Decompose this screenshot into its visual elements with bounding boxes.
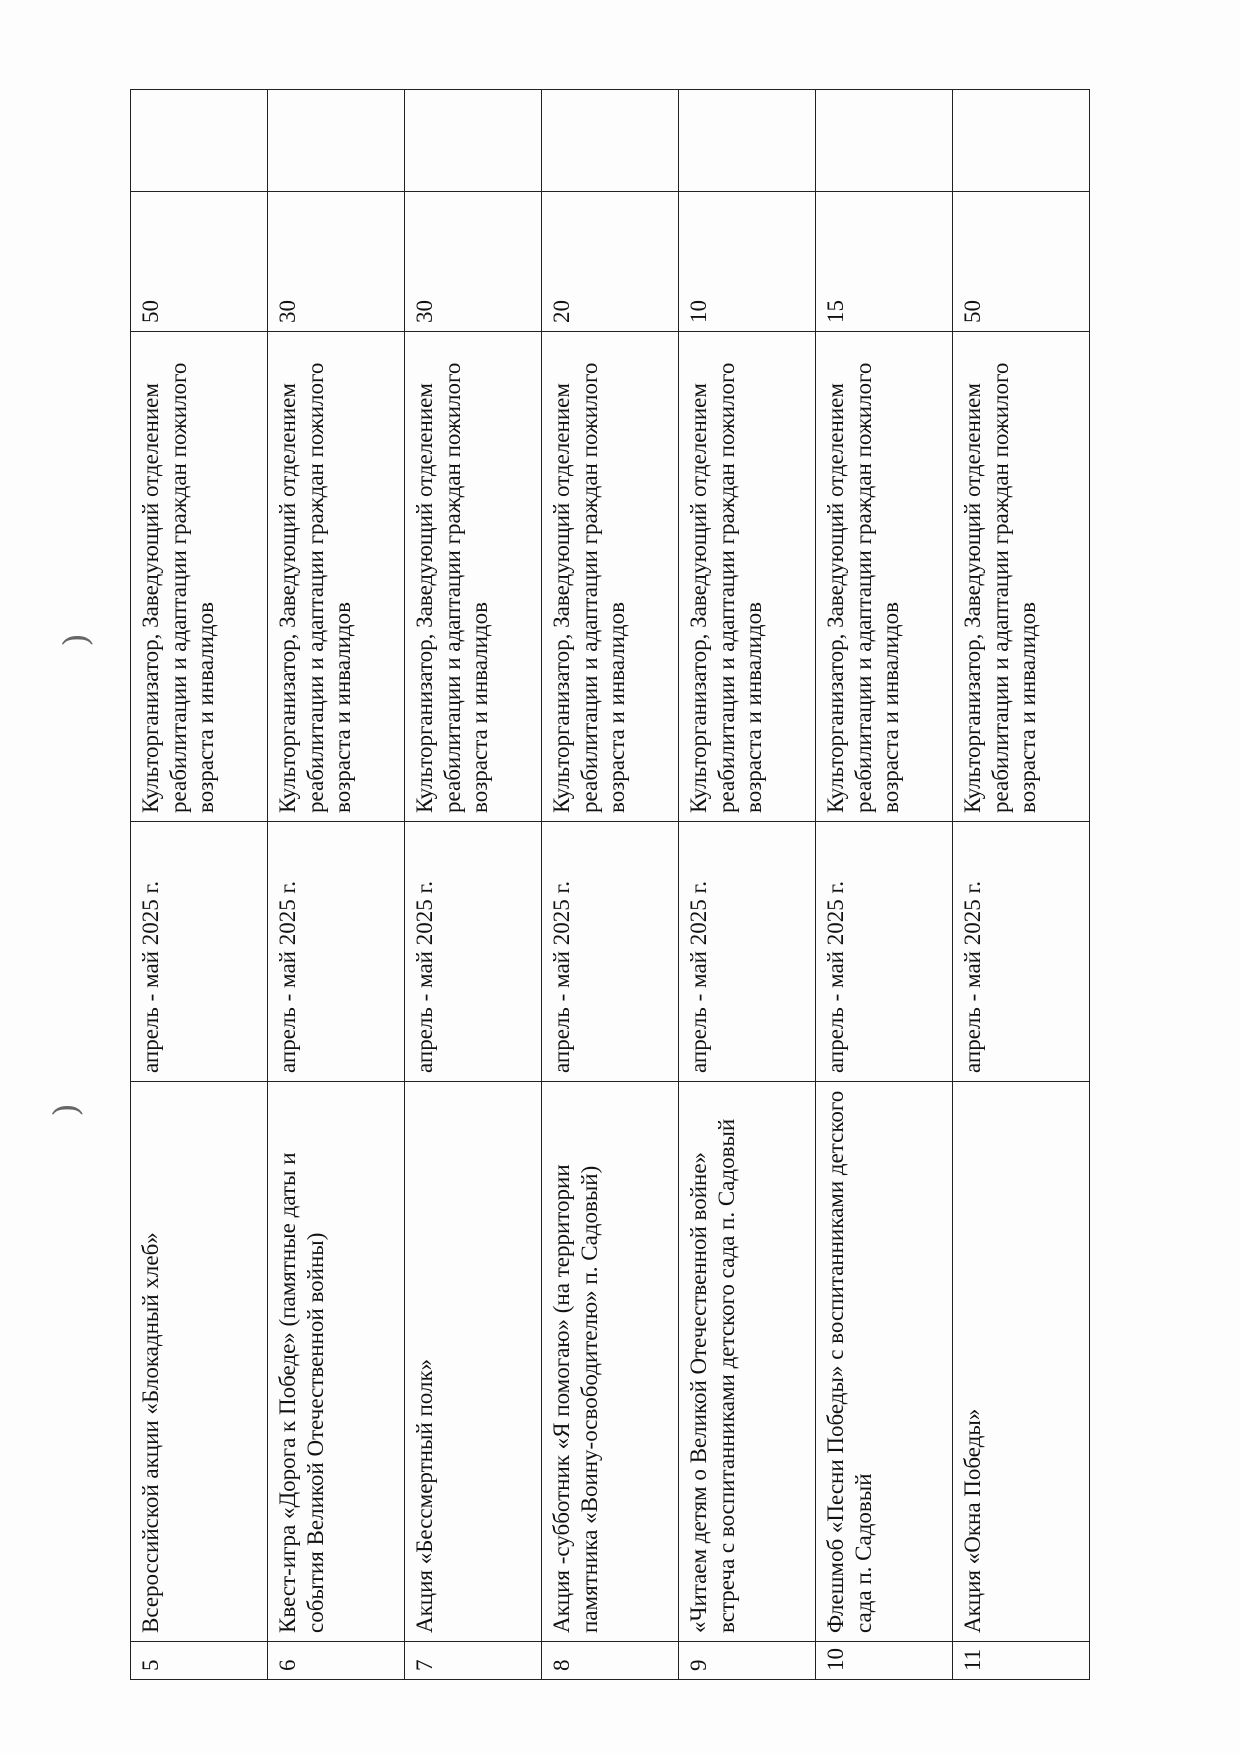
event-note [679, 90, 816, 192]
event-note [131, 90, 268, 192]
table-row [542, 90, 679, 1680]
events-plan-table [130, 89, 1090, 1680]
event-responsible: Культорганизатор, Заведующий отделением реабилитации и адаптации граждан пожилого возраста и инвалидов [268, 332, 405, 822]
event-date: апрель - май 2025 г. [131, 822, 268, 1082]
event-note [542, 90, 679, 192]
event-name: Флешмоб «Песни Победы» с воспитанниками детского сада п. Садовый [816, 1082, 953, 1642]
row-number: 5 [131, 1642, 268, 1680]
event-note [405, 90, 542, 192]
punch-hole-mark-top: ) [56, 633, 97, 647]
event-responsible: Культорганизатор, Заведующий отделением реабилитации и адаптации граждан пожилого возраста и инвалидов [816, 332, 953, 822]
event-responsible: Культорганизатор, Заведующий отделением реабилитации и адаптации граждан пожилого возраста и инвалидов [542, 332, 679, 822]
event-name: «Читаем детям о Великой Отечественной войне» встреча с воспитанниками детского сада п. Садовый [679, 1082, 816, 1642]
event-date: апрель - май 2025 г. [268, 822, 405, 1082]
event-name: Квест-игра «Дорога к Победе» (памятные даты и события Великой Отечественной войны) [268, 1082, 405, 1642]
row-number: 11 [953, 1642, 1090, 1680]
event-note [816, 90, 953, 192]
event-note [268, 90, 405, 192]
event-date: апрель - май 2025 г. [953, 822, 1090, 1082]
rotated-table-wrapper [130, 90, 1090, 1680]
event-responsible: Культорганизатор, Заведующий отделением реабилитации и адаптации граждан пожилого возраста и инвалидов [679, 332, 816, 822]
table-row [268, 90, 405, 1680]
event-name: Акция «Бессмертный полк» [405, 1082, 542, 1642]
event-participants: 15 [816, 192, 953, 332]
event-date: апрель - май 2025 г. [679, 822, 816, 1082]
event-name: Акция -субботник «Я помогаю» (на территории памятника «Воину-освободителю» п. Садовый) [542, 1082, 679, 1642]
event-participants: 10 [679, 192, 816, 332]
row-number: 6 [268, 1642, 405, 1680]
event-date: апрель - май 2025 г. [542, 822, 679, 1082]
event-name: Всероссийской акции «Блокадный хлеб» [131, 1082, 268, 1642]
row-number: 9 [679, 1642, 816, 1680]
event-participants: 30 [405, 192, 542, 332]
table-row [953, 90, 1090, 1680]
event-note [953, 90, 1090, 192]
table-row [131, 90, 268, 1680]
event-participants: 50 [953, 192, 1090, 332]
event-participants: 50 [131, 192, 268, 332]
row-number: 8 [542, 1642, 679, 1680]
table-row [405, 90, 542, 1680]
event-responsible: Культорганизатор, Заведующий отделением реабилитации и адаптации граждан пожилого возраста и инвалидов [405, 332, 542, 822]
event-participants: 20 [542, 192, 679, 332]
row-number: 7 [405, 1642, 542, 1680]
table-row [816, 90, 953, 1680]
event-date: апрель - май 2025 г. [405, 822, 542, 1082]
event-responsible: Культорганизатор, Заведующий отделением реабилитации и адаптации граждан пожилого возраста и инвалидов [131, 332, 268, 822]
row-number: 10 [816, 1642, 953, 1680]
table-row [679, 90, 816, 1680]
event-date: апрель - май 2025 г. [816, 822, 953, 1082]
event-responsible: Культорганизатор, Заведующий отделением реабилитации и адаптации граждан пожилого возраста и инвалидов [953, 332, 1090, 822]
event-participants: 30 [268, 192, 405, 332]
event-name: Акция «Окна Победы» [953, 1082, 1090, 1642]
punch-hole-mark-bottom: ) [46, 1103, 87, 1117]
